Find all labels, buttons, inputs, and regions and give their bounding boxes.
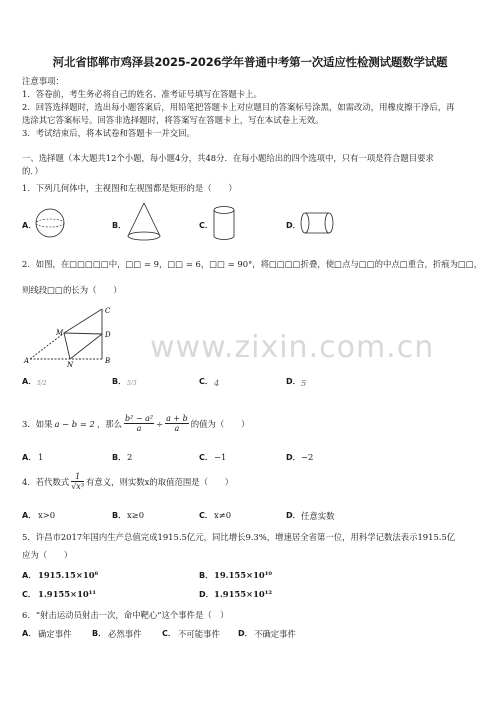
q2-option-c-value: 4 <box>214 378 220 388</box>
q3-option-b-label: B． <box>112 453 127 462</box>
q5-option-c-value: 1.9155×10¹¹ <box>38 589 97 599</box>
horizontal-cylinder-figure <box>298 210 336 236</box>
q3-operator: ÷ <box>156 418 164 429</box>
q5-option-d-label: D． <box>199 590 214 599</box>
section-heading: 一、选择题（本大题共12个小题，每小题4分，共48分．在每小题给出的四个选项中，只有一项是符合题目要求 <box>22 153 434 163</box>
vertex-label-c: C <box>105 307 111 315</box>
q3-mid: ，那么 <box>96 418 122 429</box>
q6-option-a-value: 确定事件 <box>38 629 72 639</box>
q3-option-b-value: 2 <box>127 452 133 462</box>
q3-fraction-1 <box>124 414 154 433</box>
question-6-text: 6．“射击运动员射击一次，命中靶心”这个事件是（ ） <box>22 610 229 620</box>
watermark: www.zixin.com.cn <box>150 330 435 365</box>
q4-option-a-label: A． <box>22 511 37 520</box>
note-item: 3．考试结束后，将本试卷和答题卡一并交回。 <box>22 128 195 138</box>
q6-option-c-value: 不可能事件 <box>178 629 220 639</box>
q2-option-a-value: 5/2 <box>37 380 47 387</box>
q3-fraction-2-numerator: a + b <box>166 414 188 423</box>
q5-option-d-value: 1.9155×10¹² <box>214 589 273 599</box>
q1-option-d-label: D． <box>286 221 301 230</box>
q3-option-c-value: −1 <box>214 452 227 462</box>
question-4-text <box>22 472 233 491</box>
vertex-label-a: A <box>24 357 30 365</box>
q3-prefix: 3．如果 <box>22 418 53 429</box>
q4-option-c-value: x≠0 <box>214 510 232 520</box>
question-2-text: 2．如图，在□□□□□中，□□ = 9，□□ = 6，□□ = 90°，将□□□□折叠，使□点与□□的中点□重合，折痕为□□， <box>22 259 483 269</box>
q4-option-b-value: x≥0 <box>127 510 145 520</box>
question-2-text-continued: 则线段□□的长为（ ） <box>22 285 122 295</box>
vertex-label-n: N <box>67 361 74 369</box>
vertex-label-m: M <box>56 329 64 337</box>
q3-option-a-label: A． <box>22 453 37 462</box>
note-item: 选涂其它答案标号。回答非选择题时，将答案写在答题卡上，写在本试卷上无效。 <box>22 115 324 125</box>
q6-option-d-value: 不确定事件 <box>254 629 296 639</box>
question-5-text: 5．许昌市2017年国内生产总值完成1915.5亿元，同比增长9.3%，增速居全省第一位，用科学记数法表示1915.5亿 <box>22 532 456 542</box>
q4-option-d-label: D． <box>286 511 301 520</box>
q3-option-d-value: −2 <box>301 452 314 462</box>
q2-option-b-value: 5/3 <box>127 380 137 387</box>
q1-option-a-label: A． <box>22 221 37 230</box>
q5-option-b-value: 19.155×10¹⁰ <box>214 570 273 580</box>
sphere-figure <box>33 206 67 240</box>
q5-option-a-label: A． <box>22 571 37 580</box>
q5-option-c-label: C． <box>22 590 36 599</box>
question-1-text: 1．下列几何体中，主视图和左视图都是矩形的是（ ） <box>22 183 237 193</box>
q2-option-d-label: D． <box>286 377 301 386</box>
q5-option-a-value: 1915.15×10⁸ <box>38 570 99 580</box>
q3-option-d-label: D． <box>286 453 301 462</box>
q4-option-d-value: 任意实数 <box>301 511 335 521</box>
question-5-text-continued: 应为（ ） <box>22 550 73 560</box>
page-title: 河北省邯郸市鸡泽县2025-2026学年普通中考第一次适应性检测试题数学试题 <box>52 55 448 69</box>
q6-option-b-value: 必然事件 <box>108 629 142 639</box>
q4-fraction-numerator: 1 <box>71 472 84 482</box>
q6-option-c-label: C． <box>162 629 176 638</box>
q6-option-d-label: D． <box>238 629 253 638</box>
q4-option-c-label: C． <box>199 511 213 520</box>
q1-option-c-label: C． <box>199 221 213 230</box>
q2-option-c-label: C． <box>199 377 213 386</box>
vertex-label-d: D <box>105 331 111 339</box>
q3-fraction-2 <box>165 414 189 433</box>
q4-fraction-denominator: √x³ <box>71 482 85 491</box>
q3-fraction-1-numerator: b² − a² <box>124 414 154 423</box>
cone-figure <box>124 200 164 244</box>
q1-option-b-label: B． <box>112 221 127 230</box>
vertex-label-b: B <box>105 357 111 365</box>
note-item: 2．回答选择题时，选出每小题答案后，用铅笔把答题卡上对应题目的答案标号涂黑，如需改动，用橡皮擦干净后，再 <box>22 102 455 112</box>
q3-option-c-label: C． <box>199 453 213 462</box>
q2-option-d-value: 5 <box>301 378 307 388</box>
folded-triangle-figure <box>22 303 122 369</box>
q2-option-b-label: B． <box>112 377 127 386</box>
q3-fraction-2-denominator: a <box>174 424 180 433</box>
note-item: 1．答卷前，考生务必将自己的姓名、准考证号填写在答题卡上。 <box>22 89 262 99</box>
question-3-text <box>22 414 249 433</box>
q4-option-b-label: B． <box>112 511 127 520</box>
q4-suffix: 有意义，则实数x的取值范围是（ ） <box>86 476 234 487</box>
cylinder-figure <box>210 204 240 244</box>
q4-option-a-value: x>0 <box>38 510 56 520</box>
q5-option-b-label: B． <box>199 571 214 580</box>
q3-option-a-value: 1 <box>38 452 44 462</box>
q4-fraction <box>71 472 84 491</box>
section-heading: 的．） <box>22 166 43 176</box>
q2-option-a-label: A． <box>22 377 37 386</box>
q3-fraction-1-denominator: a <box>136 424 142 433</box>
q3-condition: a − b = 2 <box>54 418 95 429</box>
q6-option-a-label: A． <box>22 629 37 638</box>
notes-heading: 注意事项： <box>22 76 64 86</box>
q4-prefix: 4．若代数式 <box>22 476 70 487</box>
q6-option-b-label: B． <box>92 629 107 638</box>
q3-suffix: 的值为（ ） <box>190 418 250 429</box>
